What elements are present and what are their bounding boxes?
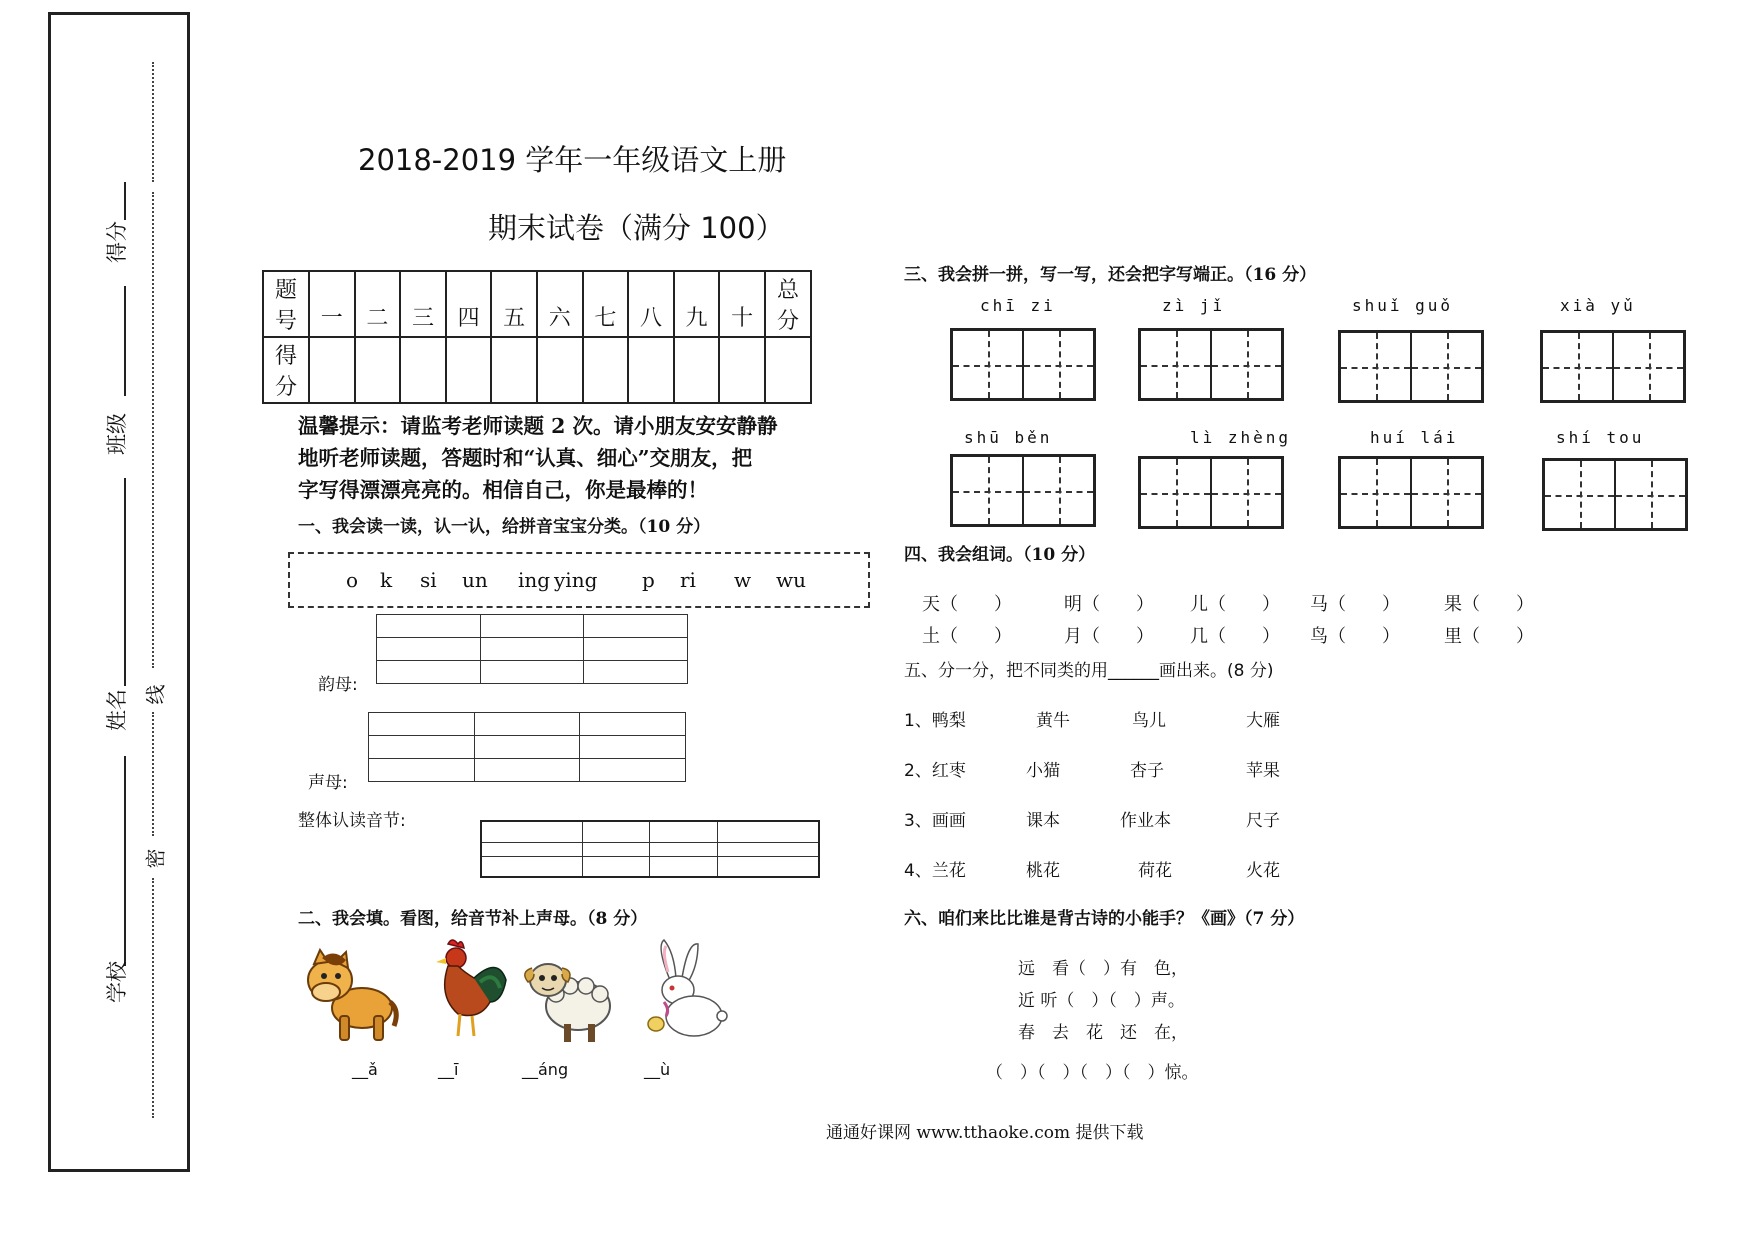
line-char: 线 bbox=[143, 684, 168, 705]
score-label-char: 分 bbox=[274, 375, 297, 400]
col-header: 五 bbox=[491, 271, 537, 337]
shengmu-grid[interactable] bbox=[368, 712, 686, 782]
class-line-top bbox=[124, 286, 126, 396]
pinyin-label: huí lái bbox=[1370, 428, 1459, 447]
poem-line[interactable]: （ ）（ ）（ ）（ ）惊。 bbox=[986, 1063, 1199, 1083]
writing-grid[interactable] bbox=[950, 454, 1096, 527]
header-label-char: 题 bbox=[274, 278, 297, 303]
pinyin-item: un bbox=[462, 568, 488, 592]
class-line bbox=[124, 478, 126, 686]
classify-item[interactable]: 杏子 bbox=[1130, 761, 1164, 781]
class-label: 班级 bbox=[105, 413, 129, 455]
pinyin-item: ri bbox=[680, 568, 696, 592]
score-label: 得分 bbox=[105, 221, 129, 263]
word-item[interactable]: 几（ ） bbox=[1190, 626, 1280, 647]
score-cell[interactable] bbox=[491, 337, 537, 403]
header-label-char: 号 bbox=[274, 309, 297, 334]
sheep-icon bbox=[520, 950, 620, 1046]
col-header: 一 bbox=[309, 271, 355, 337]
classify-item[interactable]: 3、画画 bbox=[904, 811, 966, 831]
total-label-char: 总 bbox=[776, 278, 799, 303]
notice-line-3: 字写得漂漂亮亮的。相信自己，你是最棒的！ bbox=[298, 478, 708, 502]
pinyin-item: k bbox=[380, 568, 393, 592]
dotted-line-top bbox=[152, 62, 154, 182]
classify-item[interactable]: 小猫 bbox=[1026, 761, 1060, 781]
shengmu-label: 声母: bbox=[308, 773, 348, 793]
word-item[interactable]: 土（ ） bbox=[922, 626, 1012, 647]
rooster-icon bbox=[418, 936, 508, 1046]
word-item[interactable]: 果（ ） bbox=[1444, 594, 1534, 615]
section5-title: 五、分一分，把不同类的用______画出来。(8 分) bbox=[904, 661, 1274, 681]
word-item[interactable]: 马（ ） bbox=[1310, 594, 1400, 615]
col-header: 七 bbox=[583, 271, 629, 337]
poem-line[interactable]: 春 去 花 还 在， bbox=[1018, 1023, 1188, 1043]
writing-grid[interactable] bbox=[1540, 330, 1686, 403]
yunmu-grid[interactable] bbox=[376, 614, 688, 684]
score-cell[interactable] bbox=[537, 337, 583, 403]
notice bbox=[298, 410, 778, 506]
poem-line[interactable]: 近 听（ ）（ ）声。 bbox=[1018, 991, 1185, 1011]
col-header: 八 bbox=[628, 271, 674, 337]
zhengti-label: 整体认读音节: bbox=[298, 811, 406, 831]
classify-item[interactable]: 桃花 bbox=[1026, 861, 1060, 881]
writing-grid[interactable] bbox=[1138, 456, 1284, 529]
pinyin-label: chī zi bbox=[980, 296, 1056, 315]
total-label-cell bbox=[765, 271, 811, 337]
pinyin-item: o bbox=[346, 568, 359, 592]
pinyin-item: p bbox=[642, 568, 655, 592]
yunmu-label: 韵母: bbox=[318, 675, 358, 695]
animal-blank[interactable]: __ù bbox=[644, 1060, 671, 1079]
pinyin-label: shí tou bbox=[1556, 428, 1645, 447]
pinyin-row bbox=[346, 568, 812, 592]
score-cell[interactable] bbox=[355, 337, 401, 403]
pinyin-item: wu bbox=[776, 568, 806, 592]
classify-item[interactable]: 尺子 bbox=[1246, 811, 1280, 831]
rabbit-icon bbox=[626, 936, 730, 1046]
pinyin-label: shū běn bbox=[964, 428, 1053, 447]
word-item[interactable]: 月（ ） bbox=[1064, 626, 1154, 647]
classify-item[interactable]: 黄牛 bbox=[1036, 711, 1070, 731]
col-header: 三 bbox=[400, 271, 446, 337]
score-table bbox=[262, 270, 812, 404]
word-item[interactable]: 鸟（ ） bbox=[1310, 626, 1400, 647]
classify-item[interactable]: 荷花 bbox=[1138, 861, 1172, 881]
classify-item[interactable]: 课本 bbox=[1026, 811, 1060, 831]
section1-title: 一、我会读一读，认一认，给拼音宝宝分类。（10 分） bbox=[298, 517, 711, 537]
writing-grid[interactable] bbox=[1338, 330, 1484, 403]
horse-icon bbox=[300, 946, 400, 1046]
animal-blank[interactable]: __ǎ bbox=[352, 1060, 378, 1079]
score-cell[interactable] bbox=[309, 337, 355, 403]
title-line-1: 2018-2019 学年一年级语文上册 bbox=[358, 143, 787, 177]
classify-item[interactable]: 4、兰花 bbox=[904, 861, 966, 881]
dotted-line-bottom bbox=[152, 878, 154, 1118]
header-label-cell bbox=[263, 271, 309, 337]
section3-title: 三、我会拼一拼，写一写，还会把字写端正。（16 分） bbox=[904, 265, 1317, 285]
col-header: 九 bbox=[674, 271, 720, 337]
score-cell[interactable] bbox=[765, 337, 811, 403]
section4-title: 四、我会组词。（10 分） bbox=[904, 545, 1096, 565]
classify-item[interactable]: 大雁 bbox=[1246, 711, 1280, 731]
footer-credit: 通通好课网 www.tthaoke.com 提供下载 bbox=[826, 1123, 1144, 1143]
word-item[interactable]: 天（ ） bbox=[922, 594, 1012, 615]
score-cell[interactable] bbox=[719, 337, 765, 403]
section2-title: 二、我会填。看图，给音节补上声母。（8 分） bbox=[298, 909, 648, 929]
notice-line-1: 温馨提示：请监考老师读题 2 次。请小朋友安安静静 bbox=[298, 414, 778, 438]
pinyin-box bbox=[288, 552, 870, 608]
dotted-line-middle bbox=[152, 192, 154, 668]
pinyin-item: ying bbox=[554, 568, 598, 592]
pinyin-label: zì jǐ bbox=[1162, 296, 1226, 315]
notice-line-2: 地听老师读题，答题时和“认真、细心”交朋友，把 bbox=[298, 446, 753, 470]
title-line-2: 期末试卷（满分 100） bbox=[488, 211, 785, 245]
word-item[interactable]: 里（ ） bbox=[1444, 626, 1534, 647]
score-cell[interactable] bbox=[446, 337, 492, 403]
zhengti-grid[interactable] bbox=[480, 820, 820, 878]
classify-item[interactable]: 作业本 bbox=[1120, 811, 1171, 831]
name-line bbox=[124, 756, 126, 966]
animal-blank[interactable]: __ī bbox=[438, 1060, 459, 1079]
score-cell[interactable] bbox=[400, 337, 446, 403]
pinyin-label: lì zhèng bbox=[1190, 428, 1292, 447]
col-header: 二 bbox=[355, 271, 401, 337]
seal-char: 密 bbox=[143, 848, 168, 869]
dotted-line-lower bbox=[152, 712, 154, 836]
pinyin-label: xià yǔ bbox=[1560, 296, 1636, 315]
pinyin-item: si bbox=[420, 568, 437, 592]
score-cell[interactable] bbox=[583, 337, 629, 403]
score-line bbox=[124, 182, 126, 220]
score-label-cell bbox=[263, 337, 309, 403]
col-header: 十 bbox=[719, 271, 765, 337]
poem-line[interactable]: 远 看（ ）有 色， bbox=[1018, 959, 1188, 979]
writing-grid[interactable] bbox=[1138, 328, 1284, 401]
writing-grid[interactable] bbox=[1542, 458, 1688, 531]
word-item[interactable]: 儿（ ） bbox=[1190, 594, 1280, 615]
total-label-char: 分 bbox=[776, 309, 799, 334]
classify-item[interactable]: 苹果 bbox=[1246, 761, 1280, 781]
name-label: 姓名 bbox=[105, 689, 129, 731]
writing-grid[interactable] bbox=[950, 328, 1096, 401]
classify-item[interactable]: 鸟儿 bbox=[1132, 711, 1166, 731]
col-header: 六 bbox=[537, 271, 583, 337]
writing-grid[interactable] bbox=[1338, 456, 1484, 529]
animal-blank[interactable]: __áng bbox=[522, 1060, 569, 1079]
score-cell[interactable] bbox=[628, 337, 674, 403]
classify-item[interactable]: 火花 bbox=[1246, 861, 1280, 881]
col-header: 四 bbox=[446, 271, 492, 337]
score-label-char: 得 bbox=[274, 344, 297, 369]
pinyin-label: shuǐ guǒ bbox=[1352, 296, 1454, 315]
pinyin-item: w bbox=[734, 568, 752, 592]
pinyin-item: ing bbox=[518, 568, 551, 592]
classify-item[interactable]: 1、鸭梨 bbox=[904, 711, 966, 731]
school-label: 学校 bbox=[105, 961, 129, 1003]
score-cell[interactable] bbox=[674, 337, 720, 403]
section6-title: 六、咱们来比比谁是背古诗的小能手？《画》（7 分） bbox=[904, 909, 1305, 929]
word-item[interactable]: 明（ ） bbox=[1064, 594, 1154, 615]
classify-item[interactable]: 2、红枣 bbox=[904, 761, 966, 781]
